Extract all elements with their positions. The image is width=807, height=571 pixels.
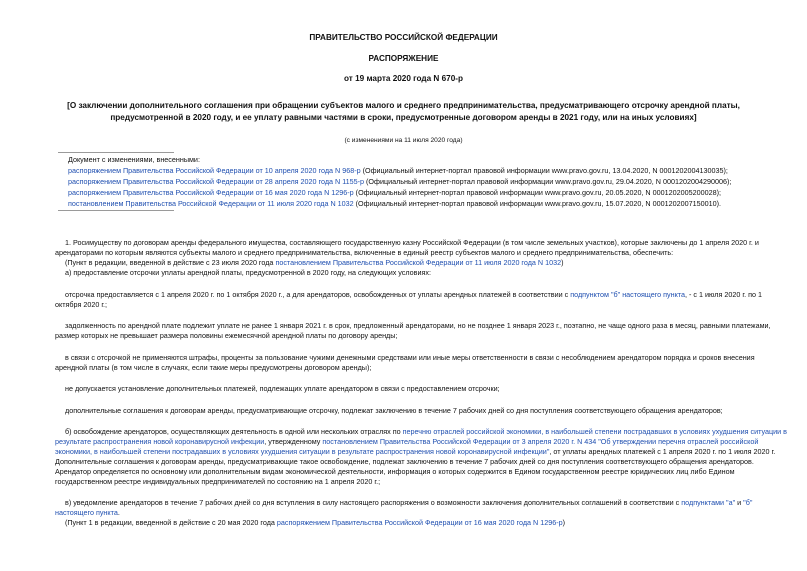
note-text: (Пункт в редакции, введенной в действие с 23 июля 2020 года xyxy=(65,258,276,267)
change-link[interactable]: постановлением Правительства Российской Федерации от 11 июля 2020 года N 1032 xyxy=(68,199,354,208)
text: в) уведомление арендаторов в течение 7 рабочих дней со дня вступления в силу настоящего распоряжения о возможности заключения дополнительных соглашений в соответствии с xyxy=(65,498,682,507)
revision-note: (с изменениями на 11 июля 2020 года) xyxy=(344,137,463,144)
subpoint-v-line1 xyxy=(65,498,752,508)
subpoint-b-line4: Дополнительные соглашения к договорам аренды, предусматривающие такое освобождение, подлежат заключению в течение 7 рабочих дней со дня поступления соответствующего обращения арендаторов. xyxy=(55,457,754,466)
subpoint-b-link[interactable]: подпунктом "б" настоящего пункта xyxy=(570,290,686,299)
changes-heading: Документ с изменениями, внесенными: xyxy=(68,155,200,164)
note-link[interactable]: постановлением Правительства Российской Федерации от 11 июля 2020 года N 1032 xyxy=(275,258,562,267)
change-link[interactable]: распоряжением Правительства Российской Федерации от 16 мая 2020 года N 1296-р xyxy=(68,188,354,197)
condition-4: не допускается установление дополнительных платежей, подлежащих уплате арендатором в связи с предоставлением отсрочки; xyxy=(65,384,500,393)
government-name: ПРАВИТЕЛЬСТВО РОССИЙСКОЙ ФЕДЕРАЦИИ xyxy=(309,33,498,42)
p1-line2: арендаторами по которым являются субъекты малого и среднего предпринимательства, включенные в единый реестр субъектов малого и среднего предпринимательства, обеспечить: xyxy=(55,248,674,257)
subpoint-b-link[interactable]: "б" xyxy=(743,498,753,507)
condition-2-line1: задолженность по арендной плате подлежит уплате не ранее 1 января 2021 г. в срок, предложенный арендаторами, но не позднее 1 января 2023 г., поэтапно, не чаще одного раза в месяц, равными платежами, xyxy=(65,321,771,330)
change-source: (Официальный интернет-портал правовой информации www.pravo.gov.ru, 29.04.2020, N 0001202004290006); xyxy=(364,177,732,186)
condition-5: дополнительные соглашения к договорам аренды, предусматривающие отсрочку, подлежат заключению в течение 7 рабочих дней со дня поступления соответствующего обращения арендаторов; xyxy=(65,406,723,415)
document-title-line2: предусмотренной в 2020 году, и ее уплату равными частями в сроки, предусмотренные договором аренды в 2021 году, или на иных условиях] xyxy=(110,113,697,122)
document-title-line1: [О заключении дополнительного соглашения при обращении субъектов малого и среднего предпринимательства, предусматривающего отсрочку арендной платы, xyxy=(67,101,740,110)
change-link[interactable]: распоряжением Правительства Российской Федерации от 28 апреля 2020 года N 1155-р xyxy=(68,177,365,186)
condition-3-line2: арендной платы (в том числе в случаях, если такие меры предусмотрены договором аренды); xyxy=(55,363,372,372)
decree-434-link[interactable]: экономики, в наибольшей степени пострадавших в условиях ухудшения ситуации в результате распространения новой коронавирусной инфекции" xyxy=(55,447,550,456)
subpoint-a-link[interactable]: подпунктами "а" xyxy=(681,498,736,507)
subpoint-b-line1 xyxy=(65,427,787,437)
separator-line xyxy=(58,210,174,211)
revision-note-1 xyxy=(65,258,564,268)
condition-3-line1: в связи с отсрочкой не применяются штрафы, проценты за пользование чужими денежными средствами или иные меры ответственности в связи с несоблюдением арендатором порядка и сроков внесения xyxy=(65,353,755,362)
change-link[interactable]: распоряжением Правительства Российской Федерации от 10 апреля 2020 года N 968-р xyxy=(68,166,361,175)
change-item xyxy=(68,177,731,187)
subpoint-v-line2 xyxy=(55,508,120,518)
change-source: (Официальный интернет-портал правовой информации www.pravo.gov.ru, 13.04.2020, N 0001202004130035); xyxy=(360,166,728,175)
note-link[interactable]: распоряжением Правительства Российской Федерации от 16 мая 2020 года N 1296-р xyxy=(276,518,563,527)
separator-line xyxy=(58,152,174,153)
condition-1-line2: октября 2020 г.; xyxy=(55,300,108,309)
change-item xyxy=(68,188,721,198)
decree-434-link[interactable]: постановлением Правительства Российской Федерации от 3 апреля 2020 г. N 434 "Об утверждении перечня отраслей российской xyxy=(322,437,759,446)
subpoint-b-line2 xyxy=(55,437,758,447)
text: , - с 1 июля 2020 г. по 1 xyxy=(685,290,762,299)
p1-line1: 1. Росимуществу по договорам аренды федерального имущества, составляющего государственную казну Российской Федерации (в том числе земельных участков), которые заключены до 1 апреля 2020 г. и xyxy=(65,238,759,247)
change-item xyxy=(68,199,721,209)
note-text: (Пункт 1 в редакции, введенной в действие с 20 мая 2020 года xyxy=(65,518,277,527)
text: б) освобождение арендаторов, осуществляющих деятельность в одной или нескольких отраслях по xyxy=(65,427,403,436)
change-source: (Официальный интернет-портал правовой информации www.pravo.gov.ru, 20.05.2020, N 0001202005200028); xyxy=(353,188,721,197)
subpoint-a: а) предоставление отсрочки уплаты арендной платы, предусмотренной в 2020 году, на следующих условиях: xyxy=(65,268,431,277)
subpoint-b-line6: государственном реестре индивидуальных предпринимателей по состоянию на 1 апреля 2020 г.; xyxy=(55,477,381,486)
this-point-link[interactable]: настоящего пункта xyxy=(55,508,118,517)
document-type: РАСПОРЯЖЕНИЕ xyxy=(368,54,439,63)
change-item xyxy=(68,166,728,176)
change-source: (Официальный интернет-портал правовой информации www.pravo.gov.ru, 15.07.2020, N 0001202007150010). xyxy=(353,199,721,208)
condition-1-line1 xyxy=(65,290,762,300)
condition-2-line2: размер которых не превышает размера половины ежемесячной арендной платы по договору аренды; xyxy=(55,331,398,340)
text: , от уплаты арендных платежей с 1 апреля 2020 г. по 1 июля 2020 г. xyxy=(549,447,776,456)
industries-list-link[interactable]: результате распространения новой коронавирусной инфекции xyxy=(55,437,265,446)
subpoint-b-line3 xyxy=(55,447,775,457)
note-end: ) xyxy=(561,258,564,267)
text: . xyxy=(117,508,120,517)
document-date-number: от 19 марта 2020 года N 670-р xyxy=(344,74,463,83)
industries-list-link[interactable]: перечню отраслей российской экономики, в наибольшей степени пострадавших в условиях ухудшения ситуации в xyxy=(402,427,787,436)
text: отсрочка предоставляется с 1 апреля 2020 г. по 1 октября 2020 г., а для арендаторов, освобожденных от уплаты арендных платежей в соответствии с xyxy=(65,290,571,299)
subpoint-b-line5: Арендатор определяется по основному или дополнительным видам экономической деятельности, информация о которых содержится в Едином государственном реестре юридических лиц либо Едином xyxy=(55,467,735,476)
revision-note-2 xyxy=(65,518,565,528)
text: и xyxy=(735,498,744,507)
note-end: ) xyxy=(562,518,566,527)
text: , утвержденному xyxy=(264,437,323,446)
